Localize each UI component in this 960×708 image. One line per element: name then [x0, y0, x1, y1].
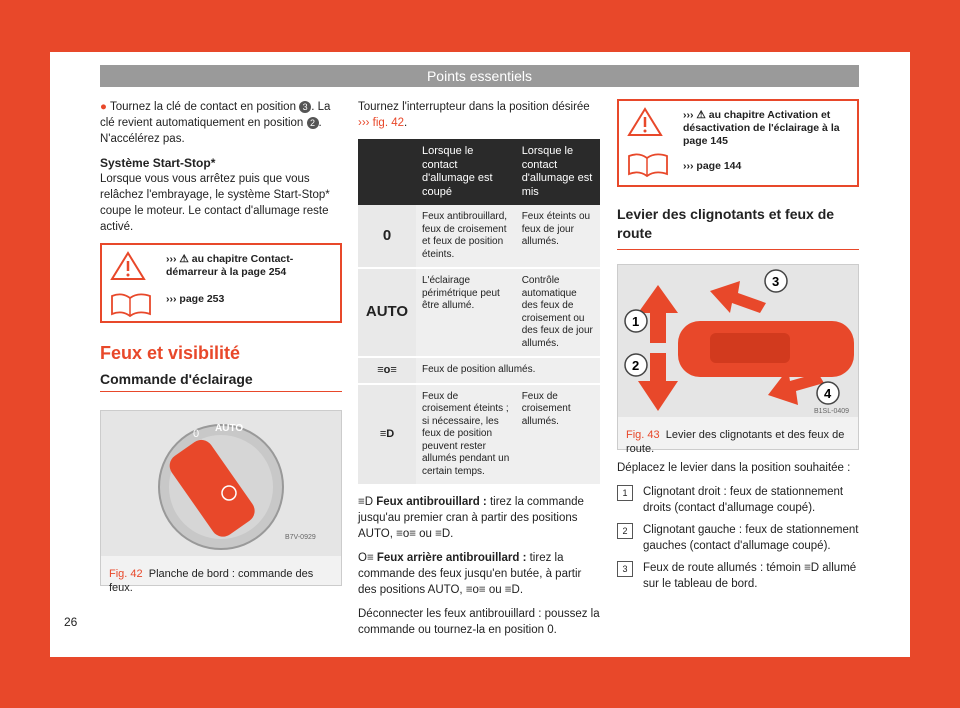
border-bottom	[0, 657, 960, 708]
front-fog-paragraph: ≡D Feux antibrouillard : tirez la commande jusqu'au premier cran à partir des positions AUTO, ≡o≡ ou ≡D.	[358, 496, 584, 540]
intro-text: Tournez l'interrupteur dans la position désirée ››› fig. 42.	[358, 101, 590, 129]
book-icon	[627, 152, 669, 178]
dial-zero: 0	[193, 428, 200, 440]
subsection-title: Commande d'éclairage	[100, 371, 342, 392]
low-beam-icon: ≡D	[358, 384, 416, 486]
figure-caption: Fig. 43 Levier des clignotants et des feux de route.	[626, 429, 845, 455]
section-title: Levier des clignotants et feux de route	[617, 205, 859, 250]
dial-auto: AUTO	[215, 423, 244, 434]
light-switch-illustration	[101, 411, 341, 556]
svg-text:3: 3	[772, 274, 780, 289]
page-header: Points essentiels	[100, 65, 859, 87]
table-row: 0 Feux antibrouillard, feux de croisement et feux de position éteints. Feux éteints ou feux de jour allumés.	[358, 205, 600, 268]
border-right	[910, 0, 960, 708]
warning-box	[100, 243, 342, 323]
bullet-icon: ●	[100, 101, 110, 113]
column-3	[617, 99, 859, 598]
lever-intro: Déplacez le levier dans la position souhaitée :	[617, 462, 851, 474]
rear-fog-icon: O≡	[358, 552, 377, 564]
fig-42-link[interactable]: ››› fig. 42	[358, 117, 405, 129]
border-left	[0, 0, 50, 708]
section-title: Feux et visibilité	[100, 343, 241, 363]
light-positions-table: Lorsque le contact d'allumage est coupé Lorsque le contact d'allumage est mis 0 Feux antibrouillard, feux de croisement et feux de position éteints. Feux éteints ou feux de jour allumés. AUTO L'éclairage périmétrique peut être allumé. Contrôle automatique des feux de croisement ou des feux de jour allumés. ≡o≡ Feux de position allumés. ≡D Feux de croisement éteints ; si nécessaire, les feux de position peuvent rester allumés pendant un certain temps. Feux de croisement allumés.	[358, 139, 600, 486]
figure-code: B1SL-0409	[814, 408, 850, 415]
warning-ref: ››› ⚠ au chapitre Contact-démarreur à la page 254	[166, 253, 294, 278]
position-badge: 3	[299, 101, 311, 113]
table-row: ≡o≡ Feux de position allumés.	[358, 357, 600, 384]
warning-ref: ››› ⚠ au chapitre Activation et désactivation de l'éclairage à la page 145	[683, 109, 840, 147]
figure-43	[617, 264, 859, 455]
auto-icon: AUTO	[358, 268, 416, 357]
indicator-lever-illustration	[618, 265, 858, 417]
table-row: AUTO L'éclairage périmétrique peut être allumé. Contrôle automatique des feux de croisement ou des feux de jour allumés.	[358, 268, 600, 357]
disconnect-paragraph: Déconnecter les feux antibrouillard : poussez la commande ou tournez-la en position 0.	[358, 608, 600, 636]
ignition-paragraph: ● Tournez la clé de contact en position 3 . La clé revient automatiquement en position 2 . N'accélérez pas.	[100, 101, 331, 145]
start-stop-text: Lorsque vous vous arrêtez puis que vous relâchez l'embrayage, le système Start-Stop* coupe le moteur. Le contact d'allumage reste activé.	[100, 173, 330, 233]
parking-light-icon: ≡o≡	[358, 357, 416, 384]
border-top	[0, 0, 960, 52]
svg-text:2: 2	[632, 358, 640, 373]
warning-icon	[110, 251, 146, 281]
figure-42	[100, 410, 342, 594]
rear-fog-paragraph: O≡ Feux arrière antibrouillard : tirez la commande des feux jusqu'en butée, à partir des positions AUTO, ≡o≡ ou ≡D.	[358, 552, 582, 596]
table-row: ≡D Feux de croisement éteints ; si nécessaire, les feux de position peuvent rester allumés pendant un certain temps. Feux de croisement allumés.	[358, 384, 600, 486]
position-0-icon: 0	[358, 205, 416, 268]
page-ref: ››› page 144	[683, 160, 742, 172]
page-number: 26	[64, 615, 78, 629]
start-stop-title: Système Start-Stop*	[100, 156, 216, 170]
list-item: 3 Feux de route allumés : témoin ≡D allumé sur le tableau de bord.	[617, 560, 859, 592]
figure-caption: Fig. 42 Planche de bord : commande des feux.	[109, 568, 314, 594]
warning-icon	[627, 107, 663, 137]
figure-code: B7V-0929	[285, 534, 316, 541]
svg-text:1: 1	[632, 314, 640, 329]
book-icon	[110, 292, 152, 318]
column-2	[358, 99, 600, 646]
list-item: 1 Clignotant droit : feux de stationnement droits (contact d'allumage coupé).	[617, 484, 859, 516]
warning-box	[617, 99, 859, 187]
svg-text:4: 4	[824, 386, 832, 401]
page-ref: ››› page 253	[166, 293, 225, 305]
column-1	[100, 99, 342, 594]
front-fog-icon: ≡D	[358, 496, 377, 508]
position-badge: 2	[307, 117, 319, 129]
list-item: 2 Clignotant gauche : feux de stationnement gauches (contact d'allumage coupé).	[617, 522, 859, 554]
